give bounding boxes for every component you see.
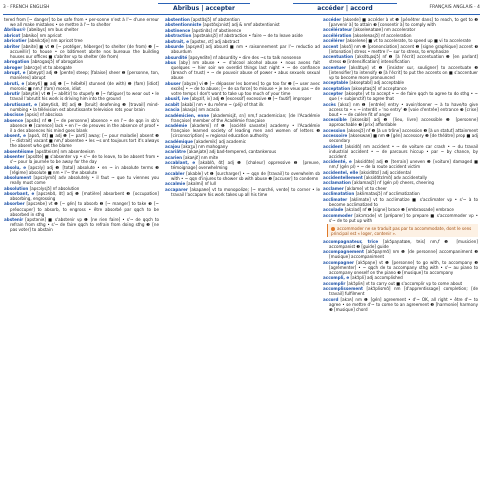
entry-headword: acclamer bbox=[323, 185, 344, 191]
entry-definition: [apsɔlymɑ̃] adv absolutely • il faut ~ que tu viennes you really must come bbox=[10, 175, 159, 186]
dictionary-entry bbox=[165, 149, 320, 154]
dictionary-entry bbox=[165, 102, 320, 107]
dictionary-entry bbox=[323, 286, 478, 296]
entry-definition: [akablɑ̃, ɑ̃t] adj ❶ [chaleur] oppressive ❷ [preuve, témoignage] overwhelming bbox=[171, 160, 320, 171]
dictionary-entry bbox=[165, 181, 320, 186]
entry-definition: [aklamasjɔ̃] nf (gén pl) cheers, cheering bbox=[352, 180, 435, 186]
entry-headword: accepter bbox=[323, 91, 344, 97]
entry-definition: [akaʒu] nm mahogany bbox=[181, 143, 228, 149]
dictionary-entry bbox=[4, 27, 159, 32]
entry-headword: abusif, ive bbox=[165, 96, 189, 102]
entry-headword: accompli, e bbox=[323, 275, 350, 281]
entry-headword: abrupt, e bbox=[4, 70, 26, 76]
entry-definition: [abʀyti] ■ adj ❶ [~ hébété] stunned (de with) ❷ (fam) [idiot] moronic ■ nm,f (fam) moron, idiot bbox=[10, 80, 159, 91]
entry-headword: abus bbox=[165, 60, 177, 66]
entry-definition: [akalmi] nf lull bbox=[186, 181, 216, 187]
entry-headword: absent, e bbox=[4, 133, 26, 139]
dictionary-entry bbox=[165, 81, 320, 96]
dictionary-entry bbox=[323, 191, 478, 196]
entry-definition: [akɔ̃paɲatœʀ, tʀis] nm,f ❶ [musicien] accompanist ❷ [guide] guide bbox=[329, 238, 478, 249]
entry-definition: [abʀibys] nm bus shelter bbox=[27, 27, 79, 33]
dictionary-entry bbox=[323, 144, 478, 159]
entry-definition: [apstəniʀ] ■ s'abstenir vp ❶ [ne rien faire] • s'~ de qqch to refrain from sthg • s'~ de faire qqch to refrain from doing sthg ❷ [ne pas voter] to abstain bbox=[10, 216, 159, 233]
entry-headword: abruti, e bbox=[4, 80, 25, 86]
entry-headword: Abribus® bbox=[4, 27, 26, 33]
entry-definition: [apsɑ̃teism] nm absenteeism bbox=[34, 148, 95, 154]
entry-definition: [apstʀɛ, ɛt] adj abstract bbox=[190, 38, 240, 44]
entry-headword: accident bbox=[323, 143, 343, 149]
entry-headword: absenter bbox=[4, 154, 25, 160]
dictionary-entry bbox=[323, 17, 478, 27]
entry-headword: abroger bbox=[4, 64, 23, 70]
entry-definition: [akseleʀe] ■ vt to accelerate, to speed up ■ vi to accelerate bbox=[345, 38, 471, 44]
entry-headword: accabler bbox=[165, 170, 185, 176]
entry-headword: absolu, e bbox=[4, 164, 27, 170]
entry-headword: accidenté, e bbox=[323, 159, 352, 165]
entry-definition: [akɔ̃plismɑ̃] nm [d'apprentissage] completion; [de travail] fulfilment bbox=[329, 286, 478, 297]
entry-headword: absorbant, e bbox=[4, 190, 35, 196]
dictionary-entry bbox=[4, 102, 159, 112]
entry-headword: absolution bbox=[4, 185, 29, 191]
entry-headword: accession bbox=[323, 127, 346, 133]
dictionary-entry bbox=[323, 159, 478, 169]
entry-headword: acacia bbox=[165, 107, 180, 113]
dictionary-entry bbox=[4, 91, 159, 101]
dictionary-entry bbox=[165, 55, 320, 60]
entry-definition: [aksɑ̃tɥasjɔ̃] nf ❶ [à l'écrit] accentuation ❷ [en parlant] stress ❸ [intensification] intensification bbox=[329, 54, 478, 65]
entry-headword: accessoire bbox=[323, 133, 348, 139]
header-rule bbox=[3, 14, 480, 15]
dictionary-entry bbox=[323, 86, 478, 91]
entry-headword: absolument bbox=[4, 175, 32, 181]
entry-definition: [apstinɑ̃s] nf abstinence bbox=[191, 27, 242, 33]
entry-headword: accompagnement bbox=[323, 249, 364, 255]
entry-definition: [akɔ̃pliʀ] vt to carry out ■ s'accomplir vp to come about bbox=[346, 280, 463, 286]
dictionary-entry bbox=[165, 123, 320, 138]
dictionary-entry bbox=[165, 187, 320, 197]
dictionary-entry bbox=[165, 60, 320, 80]
entry-headword: abstention bbox=[165, 17, 190, 22]
entry-definition: [akaʀjatʀ] adj bad-tempered, cantankerous bbox=[187, 149, 277, 155]
entry-definition: [apsɑ̃, ɑ̃t] ■ adj ❶ [~ parti] away; [~ pour maladie] absent ❷ [~ distrait] vacant ■ nm,f absentee • les ~s ont toujours tort it's always the absent who get the blame bbox=[10, 133, 159, 149]
entry-definition: [abyze] vi ❶ [~ dépasser les bornes] to go too far ❷ [~ user avec excès] • ~ de to abuse; [~ de sa force] to misuse • je ne veux pas ~ de votre temps I don't want to take up too much of your time bbox=[171, 80, 320, 96]
dictionary-entry bbox=[4, 38, 159, 43]
usage-note-text: accommoder ne se traduit pas par to accommodate, dont le sens principal est « loger, contenir ». bbox=[331, 225, 472, 236]
entry-definition: [aksidɑ̃] nm accident • ~ de voiture car crash • ~ du travail industrial accident • ~ de parcours hiccup • par ~ by chance, by accident bbox=[329, 143, 478, 159]
dictionary-entry bbox=[323, 117, 478, 127]
entry-headword: acclamation bbox=[323, 180, 351, 186]
entry-headword: abricot bbox=[4, 32, 21, 38]
entry-definition: [akɔ̃pli] adj accomplished bbox=[350, 275, 403, 281]
dictionary-entry bbox=[323, 54, 478, 64]
dictionary-entry bbox=[323, 91, 478, 101]
dictionary-entry bbox=[165, 22, 320, 27]
dictionary-entry bbox=[4, 65, 159, 70]
page-header bbox=[3, 3, 480, 13]
dictionary-entry bbox=[323, 239, 478, 249]
entry-definition: [akseptabl] adj acceptable bbox=[349, 80, 404, 86]
entry-headword: accord bbox=[323, 296, 339, 302]
entry-headword: accidentellement bbox=[323, 175, 363, 181]
dictionary-entry bbox=[4, 149, 159, 154]
entry-headword: absurdité bbox=[165, 54, 188, 60]
entry-definition: [aksidɑ̃te] adj ❶ [terrain] uneven ❷ [voiture] damaged ■ nm,f (gén pl) • ~ de la route accident victim bbox=[329, 159, 478, 170]
entry-headword: acclimater bbox=[323, 196, 348, 202]
dictionary-entry bbox=[4, 112, 159, 117]
entry-definition: tered from [~ danger] to be safe from • per-sonne n'est à l'~ d'une erreur we all make mistakes • se mettre à l'~ to shelter bbox=[4, 17, 159, 28]
dictionary-entry bbox=[165, 33, 320, 38]
dictionary-entry bbox=[323, 65, 478, 80]
entry-definition: [abʀɔʒe] vt to abrogate bbox=[23, 64, 72, 70]
entry-definition: [abʀɔgasjɔ̃] nf abrogation bbox=[30, 59, 84, 65]
entry-definition: [akapaʀe] vt to monopolize; [~ marché, vente] to corner • le travail l'accapare his work takes up all his time bbox=[171, 186, 320, 197]
dictionary-entry bbox=[165, 17, 320, 22]
dictionary-entry bbox=[323, 186, 478, 191]
entry-headword: acclimatation bbox=[323, 191, 355, 197]
left-guide-words: Abribus | accepter bbox=[158, 3, 250, 12]
entry-headword: acarien bbox=[165, 154, 183, 160]
entry-headword: acceptable bbox=[323, 80, 349, 86]
entry-definition: [akseleʀatœʀ] nm accelerator bbox=[353, 27, 416, 33]
right-page-number: FRANÇAIS ANGLAIS · 4 bbox=[429, 5, 480, 10]
entry-definition: [apsɔʀbe] vt ❶ [~ gén] to absorb ❷ [~ manger] to take ❸ [~ préoccuper] to absorb, to engross • être absorbé par qqch to be absorbed in sthg bbox=[10, 201, 159, 217]
dictionary-entry bbox=[323, 38, 478, 43]
entry-headword: absentéisme bbox=[4, 148, 34, 154]
dictionary-entry bbox=[165, 96, 320, 101]
entry-headword: acabit bbox=[165, 101, 180, 107]
dictionary-entry bbox=[323, 249, 478, 259]
dictionary-entry bbox=[4, 154, 159, 164]
usage-note bbox=[327, 224, 478, 237]
entry-headword: accent bbox=[323, 43, 339, 49]
dictionary-entry bbox=[323, 133, 478, 143]
entry-definition: [apstɑ̃sjɔ̃] nf abstention bbox=[191, 17, 240, 22]
entry-headword: accolade bbox=[323, 207, 344, 213]
entry-definition: [apsɔlysjɔ̃] nf absolution bbox=[29, 185, 80, 191]
dictionary-column-1 bbox=[4, 17, 159, 479]
entry-headword: accélérateur bbox=[323, 27, 353, 33]
entry-headword: accessible bbox=[323, 117, 347, 123]
entry-headword: accalmie bbox=[165, 181, 186, 187]
entry-definition: [aby] nm abuse • ~ d'alcool alcohol abuse • nous avons fait quelques ~ hier soir we overdid things last night • ~ de confiance (breach of trust) • ~ de pouvoir abuse of power • abus sexuels sexual abuse bbox=[171, 60, 320, 81]
entry-headword: absence bbox=[4, 117, 24, 123]
entry-headword: abstentionniste bbox=[165, 22, 202, 28]
entry-headword: abricotier bbox=[4, 38, 27, 44]
entry-definition: [akɔ̃paɲmɑ̃] nm ❶ [de personne] accompaniment ❷ [musique] accompaniment bbox=[329, 249, 478, 260]
dictionary-entry bbox=[4, 165, 159, 175]
entry-definition: [akademi] nf ❶ [société savante] academy • l'Académie française learned society of leading men and women of letters ❷ [circonscription] ≈ regional education authority bbox=[171, 123, 320, 139]
entry-definition: [aksidɑ̃tɛlmɑ̃] adv accidentally bbox=[364, 175, 428, 181]
dictionary-entry bbox=[165, 28, 320, 33]
entry-headword: accentuation bbox=[323, 54, 354, 60]
entry-headword: académie bbox=[165, 123, 188, 129]
entry-headword: acajou bbox=[165, 143, 181, 149]
dictionary-column-3 bbox=[323, 17, 478, 479]
entry-headword: accès bbox=[323, 101, 336, 107]
entry-definition: [aksɑ̃tɥe] vt ❶ [insister sur, souligner] to accentuate ❷ [intensifier] to intensify ❸ [à l'écrit] to put the accents on ■ s'accentuer vp to become more pronounced bbox=[329, 64, 478, 80]
entry-definition: [apsɑ̃s] nf ❶ [~ de personne] absence • en l'~ de qqn in sb's absence ❷ [carence] lack • en l'~ de preuves in the absence of proof • il a des absences his mind goes blank bbox=[10, 117, 159, 133]
entry-definition: [apsyʀd] adj absurd ■ nm • raisonnement par l'~ reductio ad absurdum bbox=[171, 44, 320, 55]
entry-definition: [aksesjɔ̃] nf ❶ [à un trône] accession ❷ [à un statut] attainment bbox=[346, 127, 478, 133]
dictionary-entry bbox=[323, 175, 478, 180]
entry-headword: acariâtre bbox=[165, 149, 186, 155]
dictionary-entry bbox=[323, 170, 478, 175]
entry-definition: [aksidɑ̃tɛl] adj accidental bbox=[359, 169, 411, 175]
entry-definition: [akɔ̃paɲe] vt ❶ [personne] to go with, to accompany ❷ [agrémenter] • ~ qqch de to accompany sthg with • s'~ au piano to accompany oneself on the piano ❸ [musique] to accompany bbox=[329, 259, 478, 275]
entry-definition: [aksɛ] nm ❶ [entrée] entry • avoir/donner ~ à to have/to give access to • « ~ interdit » 'no entry' ❷ [voie d'entrée] entrance ❸ [crise] bout • ~ de colère fit of anger bbox=[329, 101, 478, 117]
entry-headword: accommoder bbox=[323, 212, 353, 218]
entry-definition: [akabi] nm • du même ~ (péj) of that ilk bbox=[180, 101, 264, 107]
dictionary-entry bbox=[323, 102, 478, 117]
entry-definition: [abʀypt] adj ❶ [pente] steep; [falaise] sheer ❷ [personne, ton, manières] abrupt bbox=[10, 70, 159, 81]
entry-definition: [akɔlad] nf ❶ [signe] brace ❷ [embrassade] embrace bbox=[344, 207, 454, 213]
left-page-number: 3 · FRENCH ENGLISH bbox=[3, 5, 50, 10]
dictionary-column-2 bbox=[165, 17, 320, 479]
dictionary-entry bbox=[4, 17, 159, 27]
dictionary-entry bbox=[323, 80, 478, 85]
entry-definition: [akademisjɛ̃, ɛn] nm,f academician; [de l'Académie française] member of the Académie française bbox=[171, 112, 320, 123]
entry-headword: abstenir bbox=[4, 216, 24, 222]
entry-headword: accablant, e bbox=[165, 160, 196, 166]
entry-headword: académicien, enne bbox=[165, 112, 210, 118]
entry-definition: [aksede] ■ accéder à vt ❶ [pénétrer dans] to reach, to get to ❷ [parvenir à] to attain ❸ [consentir à] to comply with bbox=[329, 17, 478, 28]
entry-definition: [akseswaʀ] ■ nm ❶ [gén] accessory ❷ [de théâtre] prop ■ adj secondary bbox=[329, 133, 478, 144]
dictionary-entry bbox=[323, 213, 478, 223]
entry-definition: [aklimate] vt to acclimatize ■ s'acclimater vp • s'~ à to become acclimatized to bbox=[329, 196, 478, 207]
entry-definition: [akademik] adj academic bbox=[194, 138, 246, 144]
right-guide-words: accéder | accord bbox=[293, 3, 397, 12]
dictionary-entry bbox=[4, 33, 159, 38]
entry-definition: [abʀikɔtje] nm apricot tree bbox=[27, 38, 83, 44]
dictionary-entry bbox=[4, 201, 159, 216]
entry-definition: [aksesibl] adj ❶ [lieu, livre] accessible ❷ [personne] approachable ❸ [prix] affordable bbox=[329, 117, 478, 128]
entry-definition: [apsɑ̃te] ■ s'absenter vp • s'~ de to leave, to be absent from • s'~ pour la journée to be away for the day bbox=[10, 154, 159, 165]
entry-definition: [abʀytiʀ] vt ❶ [~ abêtir] to stupefy ❷ [~ fatiguer] to wear out • le travail l'abrutit his work is driving him into the ground bbox=[10, 91, 159, 102]
dictionary-entry bbox=[4, 191, 159, 201]
entry-definition: [akɔmɔde] vt [préparer] to prepare ■ s'accommoder vp • s'~ de to put up with bbox=[329, 212, 478, 223]
entry-headword: abrutissant, e bbox=[4, 101, 38, 107]
dictionary-entry bbox=[323, 128, 478, 133]
dictionary-entry bbox=[4, 133, 159, 148]
entry-definition: [aklame] vt to cheer bbox=[345, 185, 387, 191]
entry-headword: accéder bbox=[323, 17, 342, 22]
dictionary-entry bbox=[165, 155, 320, 160]
dictionary-entry bbox=[323, 275, 478, 280]
entry-definition: [apsɔly] adj ❶ [total] absolute • en ~ in absolute terms ❷ [régime] absolute ■ nm • l'~ the absolute bbox=[10, 164, 159, 175]
dictionary-entry bbox=[165, 113, 320, 123]
dictionary-entry bbox=[323, 33, 478, 38]
entry-definition: [akɔʀ] nm ❶ [gén] agreement • d'~ OK, all right • être d'~ to agree • se mettre d'~ to come to an agreement ❷ [harmonie] harmony ❸ [musique] chord bbox=[329, 296, 478, 312]
entry-definition: [apstʀaksjɔ̃] nf abstraction • faire ~ de to leave aside bbox=[192, 33, 303, 39]
entry-headword: accomplir bbox=[323, 280, 346, 286]
entry-definition: [abʀytisɑ̃, ɑ̃t] adj ❶ [bruit] deafening ❷ [travail] mind-numbing • la télévision est abrutissante television rots your brain bbox=[10, 101, 159, 112]
entry-headword: abriter bbox=[4, 43, 20, 49]
dictionary-entry bbox=[323, 260, 478, 275]
entry-definition: [apsyʀdite] nf absurdity • dire des ~s to talk nonsense bbox=[188, 54, 301, 60]
dictionary-entry bbox=[4, 175, 159, 185]
dictionary-entry bbox=[4, 217, 159, 232]
dictionary-entry bbox=[165, 107, 320, 112]
dictionary-entry bbox=[323, 281, 478, 286]
entry-headword: accélérer bbox=[323, 38, 345, 44]
entry-headword: accaparer bbox=[165, 186, 188, 192]
entry-headword: abrutir bbox=[4, 91, 21, 97]
dictionary-entry bbox=[165, 144, 320, 149]
dictionary-entry bbox=[4, 59, 159, 64]
entry-definition: [abyzif, iv] adj ❶ [excessif] excessive ❷ [~ fautif] improper bbox=[190, 96, 312, 102]
dictionary-entry bbox=[4, 81, 159, 91]
dictionary-entry bbox=[323, 297, 478, 312]
dictionary-entry bbox=[165, 160, 320, 170]
dictionary-entry bbox=[323, 197, 478, 207]
dictionary-entry bbox=[323, 44, 478, 54]
entry-definition: [abʀite] ■ vt ❶ [~ protéger, héberger] to shelter (de from) ❷ [~ accueillir] to house • ce bâtiment abrite nos bureaux the building houses our offices ■ s'abriter vp to shelter (de from) bbox=[10, 43, 159, 59]
entry-headword: accompagner bbox=[323, 259, 355, 265]
entry-definition: [apsɔʀbɑ̃, ɑ̃t] adj ❶ [matière] absorbent ❷ [occupation] absorbing, engrossing bbox=[10, 190, 159, 202]
dictionary-entry bbox=[165, 39, 320, 44]
entry-definition: [abʀiko] nm apricot bbox=[21, 32, 62, 38]
entry-definition: [akseptasjɔ̃] nf acceptance bbox=[351, 85, 407, 91]
entry-headword: accompagnateur, trice bbox=[323, 238, 379, 244]
entry-headword: acceptation bbox=[323, 85, 351, 91]
entry-definition: [apsis] nf abscissa bbox=[24, 112, 63, 118]
entry-headword: académique bbox=[165, 138, 193, 144]
dictionary-entry bbox=[323, 27, 478, 32]
dictionary-entry bbox=[165, 139, 320, 144]
entry-definition: [akable] vt ❶ [surcharger] • ~ qqn de [travail] to overwhelm sb with • ~ qqn d'injures to shower sb with abuse ❷ [accuser] to condemn bbox=[171, 170, 320, 181]
dictionary-entry bbox=[4, 118, 159, 133]
entry-definition: [akseleʀasjɔ̃] nf acceleration bbox=[352, 32, 412, 38]
dictionary-entry bbox=[323, 207, 478, 212]
dictionary-entry bbox=[4, 186, 159, 191]
dictionary-entry bbox=[165, 171, 320, 181]
entry-headword: abstrait, e bbox=[165, 38, 189, 44]
entry-definition: [aksepte] vt to accept • ~ de faire qqch to agree to do sthg • ~ que (+ subjonctif) to agree that bbox=[329, 91, 478, 102]
dictionary-entry bbox=[4, 44, 159, 59]
entry-headword: abrogation bbox=[4, 59, 30, 65]
entry-headword: abstraction bbox=[165, 33, 192, 39]
entry-headword: accélération bbox=[323, 32, 352, 38]
entry-definition: [akaʀjɛ̃] nm mite bbox=[183, 154, 219, 160]
entry-definition: [akasja] nm acacia bbox=[180, 107, 220, 113]
dictionary-entry bbox=[4, 70, 159, 80]
entry-headword: accidentel, elle bbox=[323, 169, 359, 175]
entry-headword: absurde bbox=[165, 44, 184, 50]
entry-headword: abscisse bbox=[4, 112, 24, 118]
entry-headword: accomplissement bbox=[323, 286, 363, 292]
entry-definition: [aksɑ̃] nm ❶ [prononciation] accent ❷ [signe graphique] accent ❸ [intonation] stress • mettre l'~ sur to stress, to emphasize bbox=[329, 43, 478, 54]
entry-definition: [apstɑ̃sjɔnist] adj & nmf abstentionist bbox=[202, 22, 280, 28]
entry-definition: [aklimatasjɔ̃] nf acclimatization bbox=[355, 191, 420, 197]
dictionary-entry bbox=[165, 44, 320, 54]
entry-headword: accentuer bbox=[323, 64, 346, 70]
entry-headword: absorber bbox=[4, 201, 25, 207]
entry-headword: abuser bbox=[165, 80, 181, 86]
entry-headword: abstinence bbox=[165, 27, 191, 33]
dictionary-entry bbox=[323, 180, 478, 185]
